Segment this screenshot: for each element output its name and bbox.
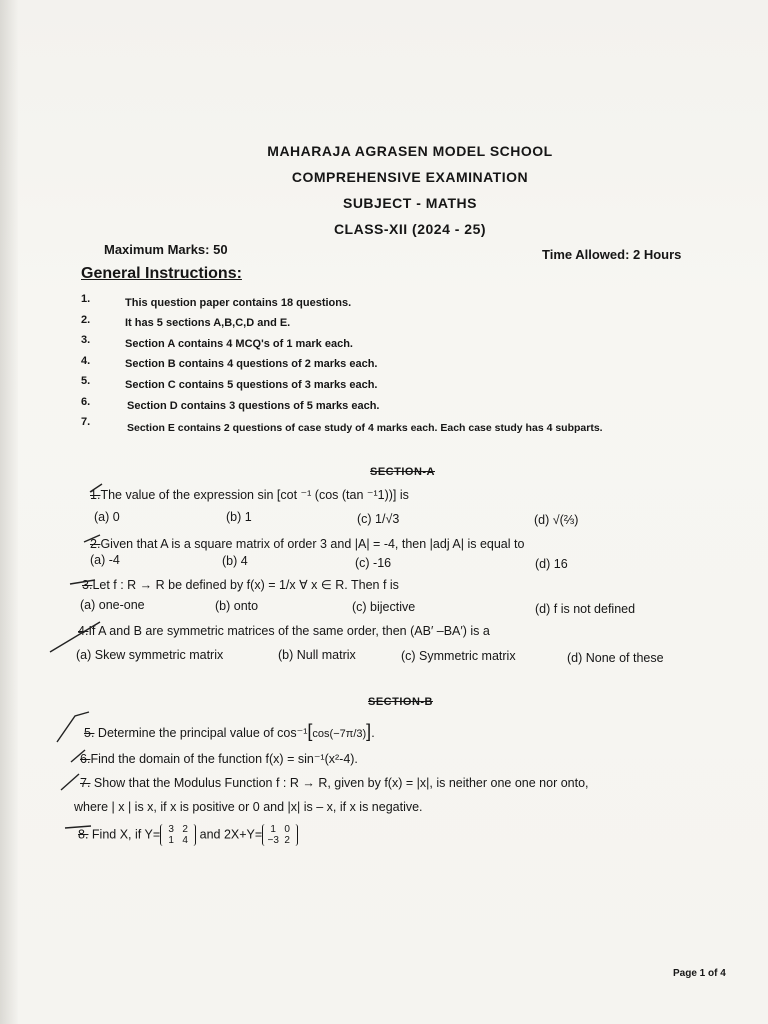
time-allowed: Time Allowed: 2 Hours (542, 247, 682, 262)
question-5: 5. Determine the principal value of cos⁻¹[cos(−7π/3)]. (84, 721, 375, 741)
option: (d) 16 (535, 557, 568, 571)
question-text: Determine the principal value of cos⁻¹ (97, 726, 308, 740)
school-name: MAHARAJA AGRASEN MODEL SCHOOL (267, 143, 553, 159)
question-text: Let f : R → R be defined by f(x) = 1/x ∀ x ∈ R. Then f is (92, 578, 399, 592)
instruction-number: 1. (81, 293, 91, 305)
pen-tick-marks (40, 480, 160, 680)
class-title: CLASS-XII (2024 - 25) (333, 221, 487, 237)
question-text: The value of the expression sin [cot ⁻¹ (cos (tan ⁻¹1))] is (100, 488, 409, 502)
instruction-number: 4. (81, 355, 91, 367)
matrix-cell: 4 (182, 835, 188, 846)
option: (c) -16 (355, 556, 392, 570)
instruction-number: 7. (81, 416, 91, 428)
question-number: 8. (78, 827, 89, 842)
instruction-text: Section B contains 4 questions of 2 marks each. (125, 358, 378, 370)
matrix-sum (262, 824, 298, 846)
question-text: Given that A is a square matrix of order 3 and |A| = -4, then |adj A| is equal to (100, 537, 525, 551)
option: (a) -4 (90, 553, 120, 567)
question-number: 4. (78, 624, 89, 638)
option: (b) onto (215, 599, 259, 613)
instruction-text: It has 5 sections A,B,C,D and E. (125, 317, 291, 329)
section-b-title: SECTION-B (368, 696, 433, 708)
question-number: 5. (84, 726, 95, 740)
maximum-marks: Maximum Marks: 50 (104, 242, 228, 257)
subject-title: SUBJECT - MATHS (342, 195, 478, 211)
question-6 (80, 751, 358, 766)
option: (c) 1/√3 (357, 512, 400, 526)
matrix-cell: −3 (267, 835, 279, 846)
question-text: Find X, if Y= (91, 827, 161, 842)
option: (c) Symmetric matrix (401, 649, 516, 663)
question-7-continued: where | x | is x, if x is positive or 0 and |x| is – x, if x is negative. (74, 800, 423, 814)
option: (b) 1 (226, 510, 252, 524)
option: (d) f is not defined (535, 602, 636, 616)
question-text: Show that the Modulus Function f : R → R, given by f(x) = |x|, is neither one one nor onto, (93, 776, 589, 790)
matrix-cell: 3 (168, 824, 174, 835)
question-text: If A and B are symmetric matrices of the same order, then (AB′ –BA′) is a (88, 624, 490, 638)
question-7 (80, 776, 589, 790)
instructions-title: General Instructions: (81, 265, 242, 282)
instruction-number: 6. (81, 396, 91, 408)
exam-title: COMPREHENSIVE EXAMINATION (291, 169, 529, 185)
matrix-y (160, 824, 196, 846)
section-a-title: SECTION-A (370, 466, 435, 478)
matrix-cell: 2 (284, 835, 290, 846)
question-number: 6. (80, 752, 91, 766)
instruction-text: Section D contains 3 questions of 5 marks each. (127, 400, 380, 412)
question-end: . (371, 726, 375, 740)
matrix-cell: 2 (182, 824, 188, 835)
instruction-number: 2. (81, 314, 91, 326)
instruction-text: Section A contains 4 MCQ's of 1 mark each. (125, 338, 353, 350)
instruction-text: Section E contains 2 questions of case study of 4 marks each. Each case study has 4 subparts. (127, 422, 603, 434)
matrix-cell: 0 (284, 824, 290, 835)
option: (d) √(⅔) (534, 513, 579, 527)
option: (d) None of these (567, 651, 664, 665)
question-number: 3. (82, 578, 93, 592)
option: (c) bijective (352, 600, 416, 614)
option: (b) Null matrix (278, 648, 356, 662)
question-text: and 2X+Y= (199, 827, 263, 842)
instruction-text: This question paper contains 18 questions. (125, 297, 352, 309)
question-text: Find the domain of the function f(x) = sin⁻¹(x²-4). (90, 752, 358, 766)
page-number: Page 1 of 4 (673, 968, 726, 979)
matrix-cell: 1 (168, 835, 174, 846)
instruction-text: Section C contains 5 questions of 3 marks each. (125, 379, 378, 391)
matrix-cell: 1 (270, 824, 276, 835)
instruction-number: 5. (81, 375, 91, 387)
pen-tick-marks-b (55, 710, 115, 840)
option: (a) 0 (94, 510, 120, 524)
question-number: 7. (80, 776, 91, 790)
instruction-number: 3. (81, 334, 91, 346)
option: (b) 4 (222, 554, 248, 568)
question-number: 1. (90, 488, 101, 502)
question-number: 2. (90, 537, 101, 551)
question-expression: cos(−7π/3) (312, 728, 367, 740)
option: (a) Skew symmetric matrix (76, 648, 224, 662)
option: (a) one-one (80, 598, 145, 612)
